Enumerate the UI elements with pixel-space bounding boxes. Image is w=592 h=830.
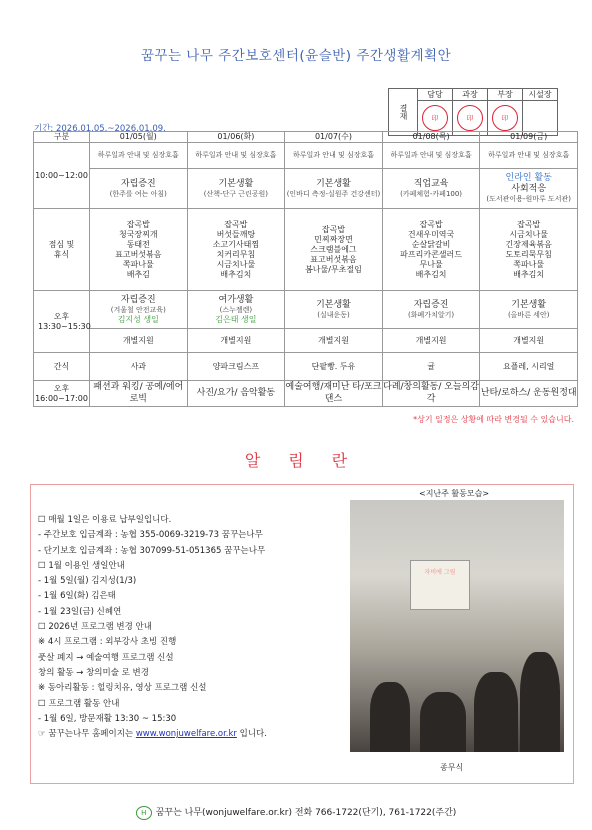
lunch-label: 점심 및 휴식 xyxy=(34,209,90,291)
footer xyxy=(0,805,592,820)
notice-line: - 단기보호 입금계좌 : 농협 307099-51-051365 꿈꾸는나무 xyxy=(38,545,266,556)
approval-stamp: 印 xyxy=(492,105,518,131)
am-program xyxy=(285,169,383,209)
am-program xyxy=(382,169,480,209)
notice-line: 풋살 폐지 → 예술여행 프로그램 신설 xyxy=(38,652,174,663)
photo-subtitle: 종무식 xyxy=(440,763,464,772)
projector-screen xyxy=(410,560,470,610)
notice-line: - 1월 23일(금) 신혜연 xyxy=(38,606,122,617)
lunch-menu: 잡곡밥 민찌짜장면 스크램블에그 표고버섯볶음 봄나물/무초절임 xyxy=(285,209,383,291)
screen-text: 자비에 그림 xyxy=(424,569,456,576)
am-program-title: 직업교육 xyxy=(413,178,449,189)
am-program xyxy=(480,169,578,209)
notice-line: ☐ 매월 1일은 이용료 납부일입니다. xyxy=(38,515,172,525)
page-title: 꿈꾸는 나무 주간보호센터(윤슬반) 주간생활계획안 xyxy=(140,48,452,64)
am-intro: 하루일과 안내 및 심장호흡 xyxy=(480,143,578,169)
footer-text: 꿈꾸는 나무(wonjuwelfare.or.kr) 전화 766-1722(단기), 761-1722(주간) xyxy=(155,808,457,818)
approval-stamp: 印 xyxy=(422,105,448,131)
homepage-prefix: ☞ 꿈꾸는나무 홈페이지는 xyxy=(38,729,136,740)
person-silhouette xyxy=(474,672,518,752)
birthday-note: 김은태 생일 xyxy=(215,314,257,324)
snack-item: 귤 xyxy=(382,353,480,381)
approval-header: 과장 xyxy=(453,89,488,101)
am-program-title: 기본생활 xyxy=(218,178,254,189)
approval-side-label: 결재 xyxy=(389,89,418,136)
notice-line: ☐ 2026년 프로그램 변경 안내 xyxy=(38,622,152,633)
schedule-note: *상기 일정은 상황에 따라 변경될 수 있습니다. xyxy=(413,415,574,424)
day-header: 01/08(목) xyxy=(382,132,480,143)
am-program-sub: (한주를 여는 아침) xyxy=(109,189,167,198)
individual-support: 개별지원 xyxy=(285,329,383,353)
notice-line: 창의 활동 → 창의미술 로 변경 xyxy=(38,667,149,678)
homepage-link[interactable]: www.wonjuwelfare.or.kr xyxy=(135,729,237,740)
am-label: 10:00~12:00 xyxy=(34,143,90,209)
snack-item: 단팥빵. 두유 xyxy=(285,353,383,381)
late-program: 난타/로하스/ 운동원정대 xyxy=(480,381,578,407)
day-header: 01/07(수) xyxy=(285,132,383,143)
approval-box xyxy=(388,88,558,136)
pm-program-title: 자립증진 xyxy=(120,294,156,305)
pm-program xyxy=(187,291,285,329)
lunch-menu: 잡곡밥 시금치나물 긴장제육볶음 도토리묵무침 쪽파나물 배추김치 xyxy=(480,209,578,291)
notice-line: ※ 동아리활동 : 힐링치유, 영상 프로그램 신설 xyxy=(38,683,207,694)
center-logo-icon: H xyxy=(136,806,152,820)
pm-program-title: 기본생활 xyxy=(511,299,547,310)
notice-title: 알림란 xyxy=(244,451,376,470)
pm-program-sub: (올바른 세안) xyxy=(507,310,550,319)
approval-header: 시설장 xyxy=(523,89,558,101)
snack-label: 간식 xyxy=(34,353,90,381)
am-program xyxy=(90,169,188,209)
am-program-title: 기본생활 xyxy=(316,178,351,189)
late-program: 패션과 워킹/ 공예/에어로빅 xyxy=(90,381,188,407)
corner-cell: 구분 xyxy=(34,132,90,143)
activity-photo xyxy=(350,500,564,752)
birthday-note: 김지성 생일 xyxy=(117,314,159,324)
am-program-sub: (인바디 측정-실원주 건강센터) xyxy=(286,189,381,198)
pm-program xyxy=(285,291,383,329)
homepage-line xyxy=(38,727,338,742)
am-intro: 하루일과 안내 및 심장호흡 xyxy=(90,143,188,169)
am-program-sub: (도서관이용-원마루 도서관) xyxy=(486,195,571,204)
notice-line: ☐ 프로그램 활동 안내 xyxy=(38,698,120,709)
am-program-title: 사회적응 xyxy=(511,184,547,195)
notice-line: - 주간보호 입금계좌 : 농협 355-0069-3219-73 꿈꾸는나무 xyxy=(38,530,263,541)
late-label: 오후 16:00~17:00 xyxy=(34,381,90,407)
am-intro: 하루일과 안내 및 심장호흡 xyxy=(382,143,480,169)
notice-line: - 1월 5일(월) 김지성(1/3) xyxy=(38,576,137,587)
pm-program xyxy=(382,291,480,329)
homepage-suffix: 입니다. xyxy=(236,729,267,740)
period-label: 기간: 2026.01.05.~2026.01.09. xyxy=(34,124,166,134)
notice-line: - 1월 6일(화) 김은태 xyxy=(38,591,116,602)
pm-program-title: 자립증진 xyxy=(413,299,449,310)
am-intro: 하루일과 안내 및 심장호흡 xyxy=(285,143,383,169)
pm-program-sub: (겨울철 안전교육) xyxy=(110,305,166,314)
snack-item: 사과 xyxy=(90,353,188,381)
approval-header: 담당 xyxy=(418,89,453,101)
am-program-title: 자립증진 xyxy=(120,178,156,189)
lunch-menu: 잡곡밥 청국장찌개 동태전 표고버섯볶음 쪽파나물 배추김 xyxy=(90,209,188,291)
person-silhouette xyxy=(420,692,466,752)
late-program: 예술여행/재미난 타/포크댄스 xyxy=(285,381,383,407)
day-header: 01/06(화) xyxy=(187,132,285,143)
pm-program xyxy=(90,291,188,329)
notice-line: ☐ 1월 이용인 생일안내 xyxy=(38,560,125,571)
pm-label: 오후 13:30~15:30 xyxy=(34,291,90,353)
approval-header: 부장 xyxy=(488,89,523,101)
pm-program-sub: (화폐가치알기) xyxy=(408,310,455,319)
approval-stamp: 印 xyxy=(457,105,483,131)
am-program-sub: (카페체험-카페100) xyxy=(400,189,463,198)
lunch-menu: 잡곡밥 버섯들깨탕 소고기사태찜 치커리무침 시금치나물 배추김치 xyxy=(187,209,285,291)
pm-program-title: 기본생활 xyxy=(316,299,351,310)
late-program: 다례/창의활동/ 오늘의감각 xyxy=(382,381,480,407)
individual-support: 개별지원 xyxy=(90,329,188,353)
day-header: 01/09(금) xyxy=(480,132,578,143)
lunch-menu: 잡곡밥 건새우미역국 순살닭갈비 파프리카콘샐러드 무나물 배추김치 xyxy=(382,209,480,291)
am-program-extra: 인라인 활동 xyxy=(505,172,552,183)
notice-line: - 1월 6일, 방문재활 13:30 ~ 15:30 xyxy=(38,713,177,724)
am-program xyxy=(187,169,285,209)
person-silhouette xyxy=(370,682,410,752)
individual-support: 개별지원 xyxy=(480,329,578,353)
snack-item: 양파크림스프 xyxy=(187,353,285,381)
notice-line: ※ 4시 프로그램 : 외부강사 초빙 진행 xyxy=(38,637,177,648)
notice-list xyxy=(38,513,338,742)
am-intro: 하루일과 안내 및 심장호흡 xyxy=(187,143,285,169)
person-silhouette xyxy=(520,652,560,752)
pm-program-title: 여가생활 xyxy=(218,294,254,305)
day-header: 01/05(월) xyxy=(90,132,188,143)
pm-program-sub: (스누젤렌) xyxy=(219,305,253,314)
am-program-sub: (산책-단구 근린공원) xyxy=(203,189,269,198)
pm-program xyxy=(480,291,578,329)
late-program: 사진/요가/ 음악활동 xyxy=(187,381,285,407)
schedule-table xyxy=(33,131,578,407)
individual-support: 개별지원 xyxy=(382,329,480,353)
photo-caption: <지난주 활동모습> xyxy=(419,489,490,498)
snack-item: 요플레, 시리얼 xyxy=(480,353,578,381)
pm-program-sub: (실내운동) xyxy=(317,310,350,319)
individual-support: 개별지원 xyxy=(187,329,285,353)
